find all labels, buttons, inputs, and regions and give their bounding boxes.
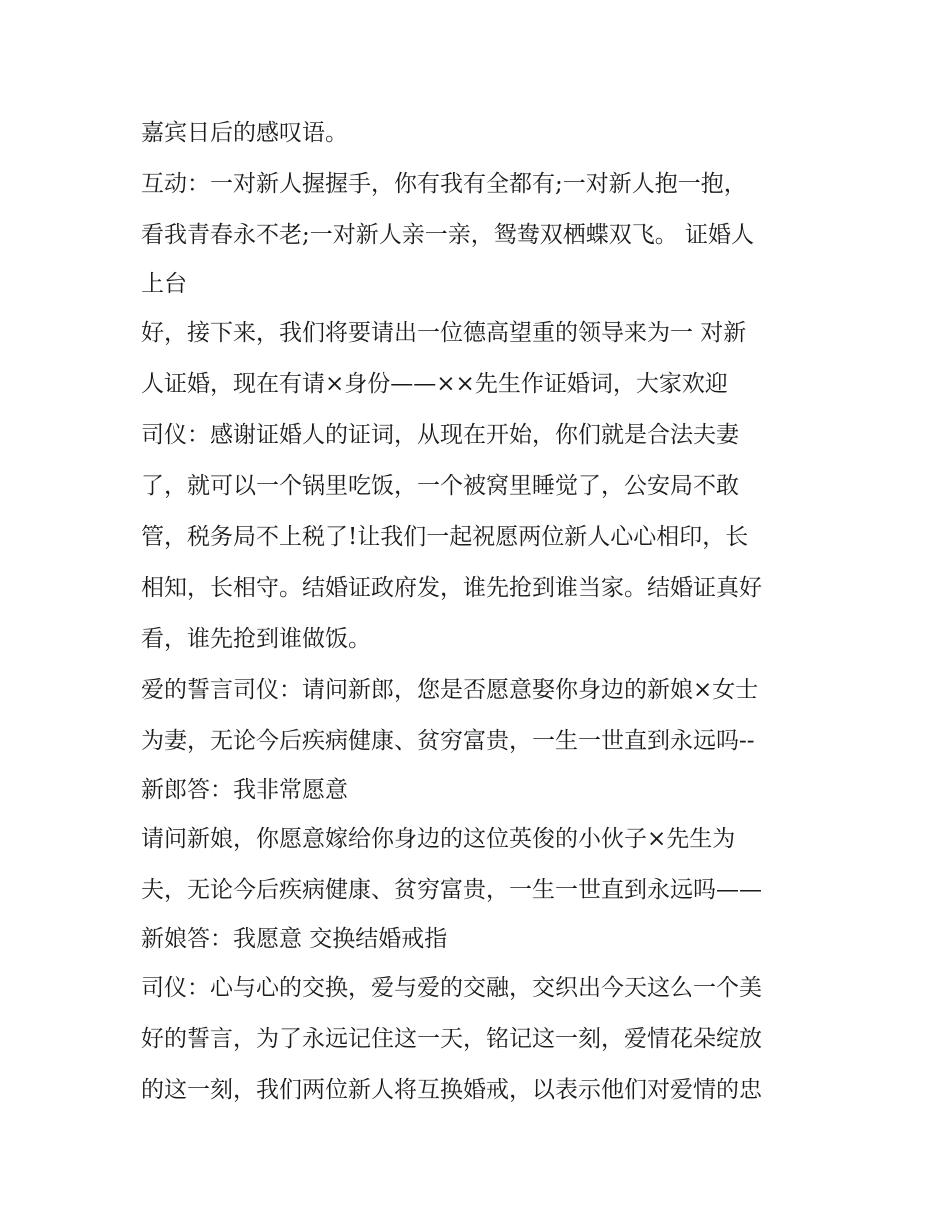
text-line: 了，就可以一个锅里吃饭，一个被窝里睡觉了，公安局不敢 — [141, 473, 739, 499]
text-line: 新娘答：我愿意 交换结婚戒指 — [141, 926, 448, 952]
text-line: 上台 — [141, 271, 187, 297]
text-line: 司仪：心与心的交换，爱与爱的交融，交织出今天这么一个美 — [141, 975, 762, 1001]
text-line: 爱的誓言司仪：请问新郎，您是否愿意娶你身边的新娘×女士 — [141, 677, 759, 703]
text-line: 人证婚，现在有请×身份——××先生作证婚词，大家欢迎 — [141, 371, 728, 397]
text-line: 看，谁先抢到谁做饭。 — [141, 626, 371, 652]
text-line: 好的誓言，为了永远记住这一天，铭记这一刻，爱情花朵绽放 — [141, 1026, 762, 1052]
text-line: 相知，长相守。结婚证政府发，谁先抢到谁当家。结婚证真好 — [141, 575, 762, 601]
text-line: 新郎答：我非常愿意 — [141, 777, 348, 803]
text-line: 看我青春永不老;一对新人亲一亲，鸳鸯双栖蝶双飞。 证婚人 — [141, 222, 755, 248]
text-line: 夫，无论今后疾病健康、贫穷富贵，一生一世直到永远吗—— — [141, 877, 762, 903]
text-line: 请问新娘，你愿意嫁给你身边的这位英俊的小伙子×先生为 — [141, 826, 736, 852]
text-line: 好，接下来，我们将要请出一位德高望重的领导来为一 对新 — [141, 320, 747, 346]
text-line: 司仪：感谢证婚人的证词，从现在开始，你们就是合法夫妻 — [141, 422, 739, 448]
text-line: 互动：一对新人握握手，你有我有全都有;一对新人抱一抱， — [141, 171, 747, 197]
document-body — [141, 108, 831, 1116]
text-line: 嘉宾日后的感叹语。 — [141, 120, 348, 146]
text-line: 管，税务局不上税了!让我们一起祝愿两位新人心心相印，长 — [141, 524, 749, 550]
text-line: 的这一刻，我们两位新人将互换婚戒，以表示他们对爱情的忠 — [141, 1077, 762, 1103]
text-line: 为妻，无论今后疾病健康、贫穷富贵，一生一世直到永远吗-- — [141, 728, 755, 754]
